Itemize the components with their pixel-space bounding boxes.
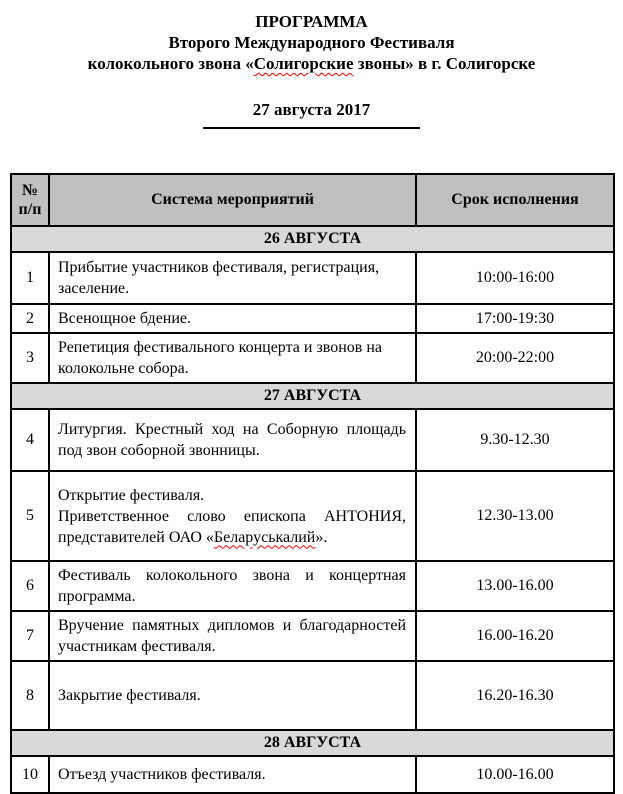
column-header-num-line1: № xyxy=(21,182,39,199)
event-text-cell xyxy=(49,561,416,611)
time-cell: 16.00-16.20 xyxy=(416,611,614,661)
row-number-cell: 5 xyxy=(11,471,49,561)
time-cell: 10.00-16.00 xyxy=(416,756,614,793)
event-row xyxy=(11,409,614,471)
event-row xyxy=(11,333,614,383)
event-text-line: Литургия. Крестный ход на Соборную площадь под звон соборной звонницы. xyxy=(58,421,406,459)
event-text-cell xyxy=(49,333,416,383)
event-text-line: Открытие фестиваля. xyxy=(58,486,205,504)
event-text-line: Вручение памятных дипломов и благодарностей участникам фестиваля. xyxy=(58,617,406,655)
section-row xyxy=(11,383,614,409)
title-line-1: ПРОГРАММА xyxy=(255,12,368,31)
section-date-label: 28 АВГУСТА xyxy=(11,730,614,756)
event-text-cell xyxy=(49,661,416,730)
time-cell: 17:00-19:30 xyxy=(416,304,614,333)
time-cell: 9.30-12.30 xyxy=(416,409,614,471)
column-header-events: Система мероприятий xyxy=(49,174,416,226)
misspelled-word: Беларуськалий xyxy=(213,528,316,546)
time-cell: 20:00-22:00 xyxy=(416,333,614,383)
date-block xyxy=(0,100,623,129)
event-row xyxy=(11,471,614,561)
event-text-line: Отъезд участников фестиваля. xyxy=(58,766,266,783)
event-row xyxy=(11,561,614,611)
event-text-line: Всенощное бдение. xyxy=(58,310,192,327)
event-text-line: Закрытие фестиваля. xyxy=(58,687,201,704)
time-cell: 16.20-16.30 xyxy=(416,661,614,730)
event-row xyxy=(11,756,614,793)
row-number-cell: 7 xyxy=(11,611,49,661)
row-number-cell: 3 xyxy=(11,333,49,383)
event-text-cell xyxy=(49,304,416,333)
row-number-cell: 4 xyxy=(11,409,49,471)
event-row xyxy=(11,611,614,661)
title-line-3: колокольного звона «Солигорские звоны» в г. Солигорске xyxy=(87,54,536,73)
festival-date: 27 августа 2017 xyxy=(203,100,420,129)
row-number-cell: 1 xyxy=(11,252,49,304)
table-header-row xyxy=(11,174,614,226)
column-header-time: Срок исполнения xyxy=(416,174,614,226)
event-text-cell xyxy=(49,409,416,471)
section-date-label: 26 АВГУСТА xyxy=(11,226,614,252)
event-row xyxy=(11,661,614,730)
page-title xyxy=(0,11,623,74)
event-text-cell xyxy=(49,756,416,793)
program-table xyxy=(10,173,615,794)
event-text-cell xyxy=(49,252,416,304)
row-number-cell: 2 xyxy=(11,304,49,333)
row-number-cell: 8 xyxy=(11,661,49,730)
title-line-2: Второго Международного Фестиваля xyxy=(168,33,455,52)
event-row xyxy=(11,304,614,333)
time-cell: 12.30-13.00 xyxy=(416,471,614,561)
event-text-cell xyxy=(49,611,416,661)
misspelled-word: Солигорские xyxy=(253,54,354,73)
row-number-cell: 6 xyxy=(11,561,49,611)
time-cell: 10:00-16:00 xyxy=(416,252,614,304)
event-text-cell xyxy=(49,471,416,561)
time-cell: 13.00-16.00 xyxy=(416,561,614,611)
section-row xyxy=(11,226,614,252)
section-row xyxy=(11,730,614,756)
event-text-line: Прибытие участников фестиваля, регистрация, заселение. xyxy=(58,259,380,297)
event-row xyxy=(11,252,614,304)
column-header-num-line2: п/п xyxy=(18,201,42,218)
section-date-label: 27 АВГУСТА xyxy=(11,383,614,409)
column-header-num xyxy=(11,174,49,226)
event-text-line: Приветственное слово епископа АНТОНИЯ, представителей ОАО «Беларуськалий». xyxy=(58,507,406,546)
row-number-cell: 10 xyxy=(11,756,49,793)
event-text-line: Фестиваль колокольного звона и концертная программа. xyxy=(58,567,406,605)
event-text-line: Репетиция фестивального концерта и звонов на колокольне собора. xyxy=(58,339,382,377)
